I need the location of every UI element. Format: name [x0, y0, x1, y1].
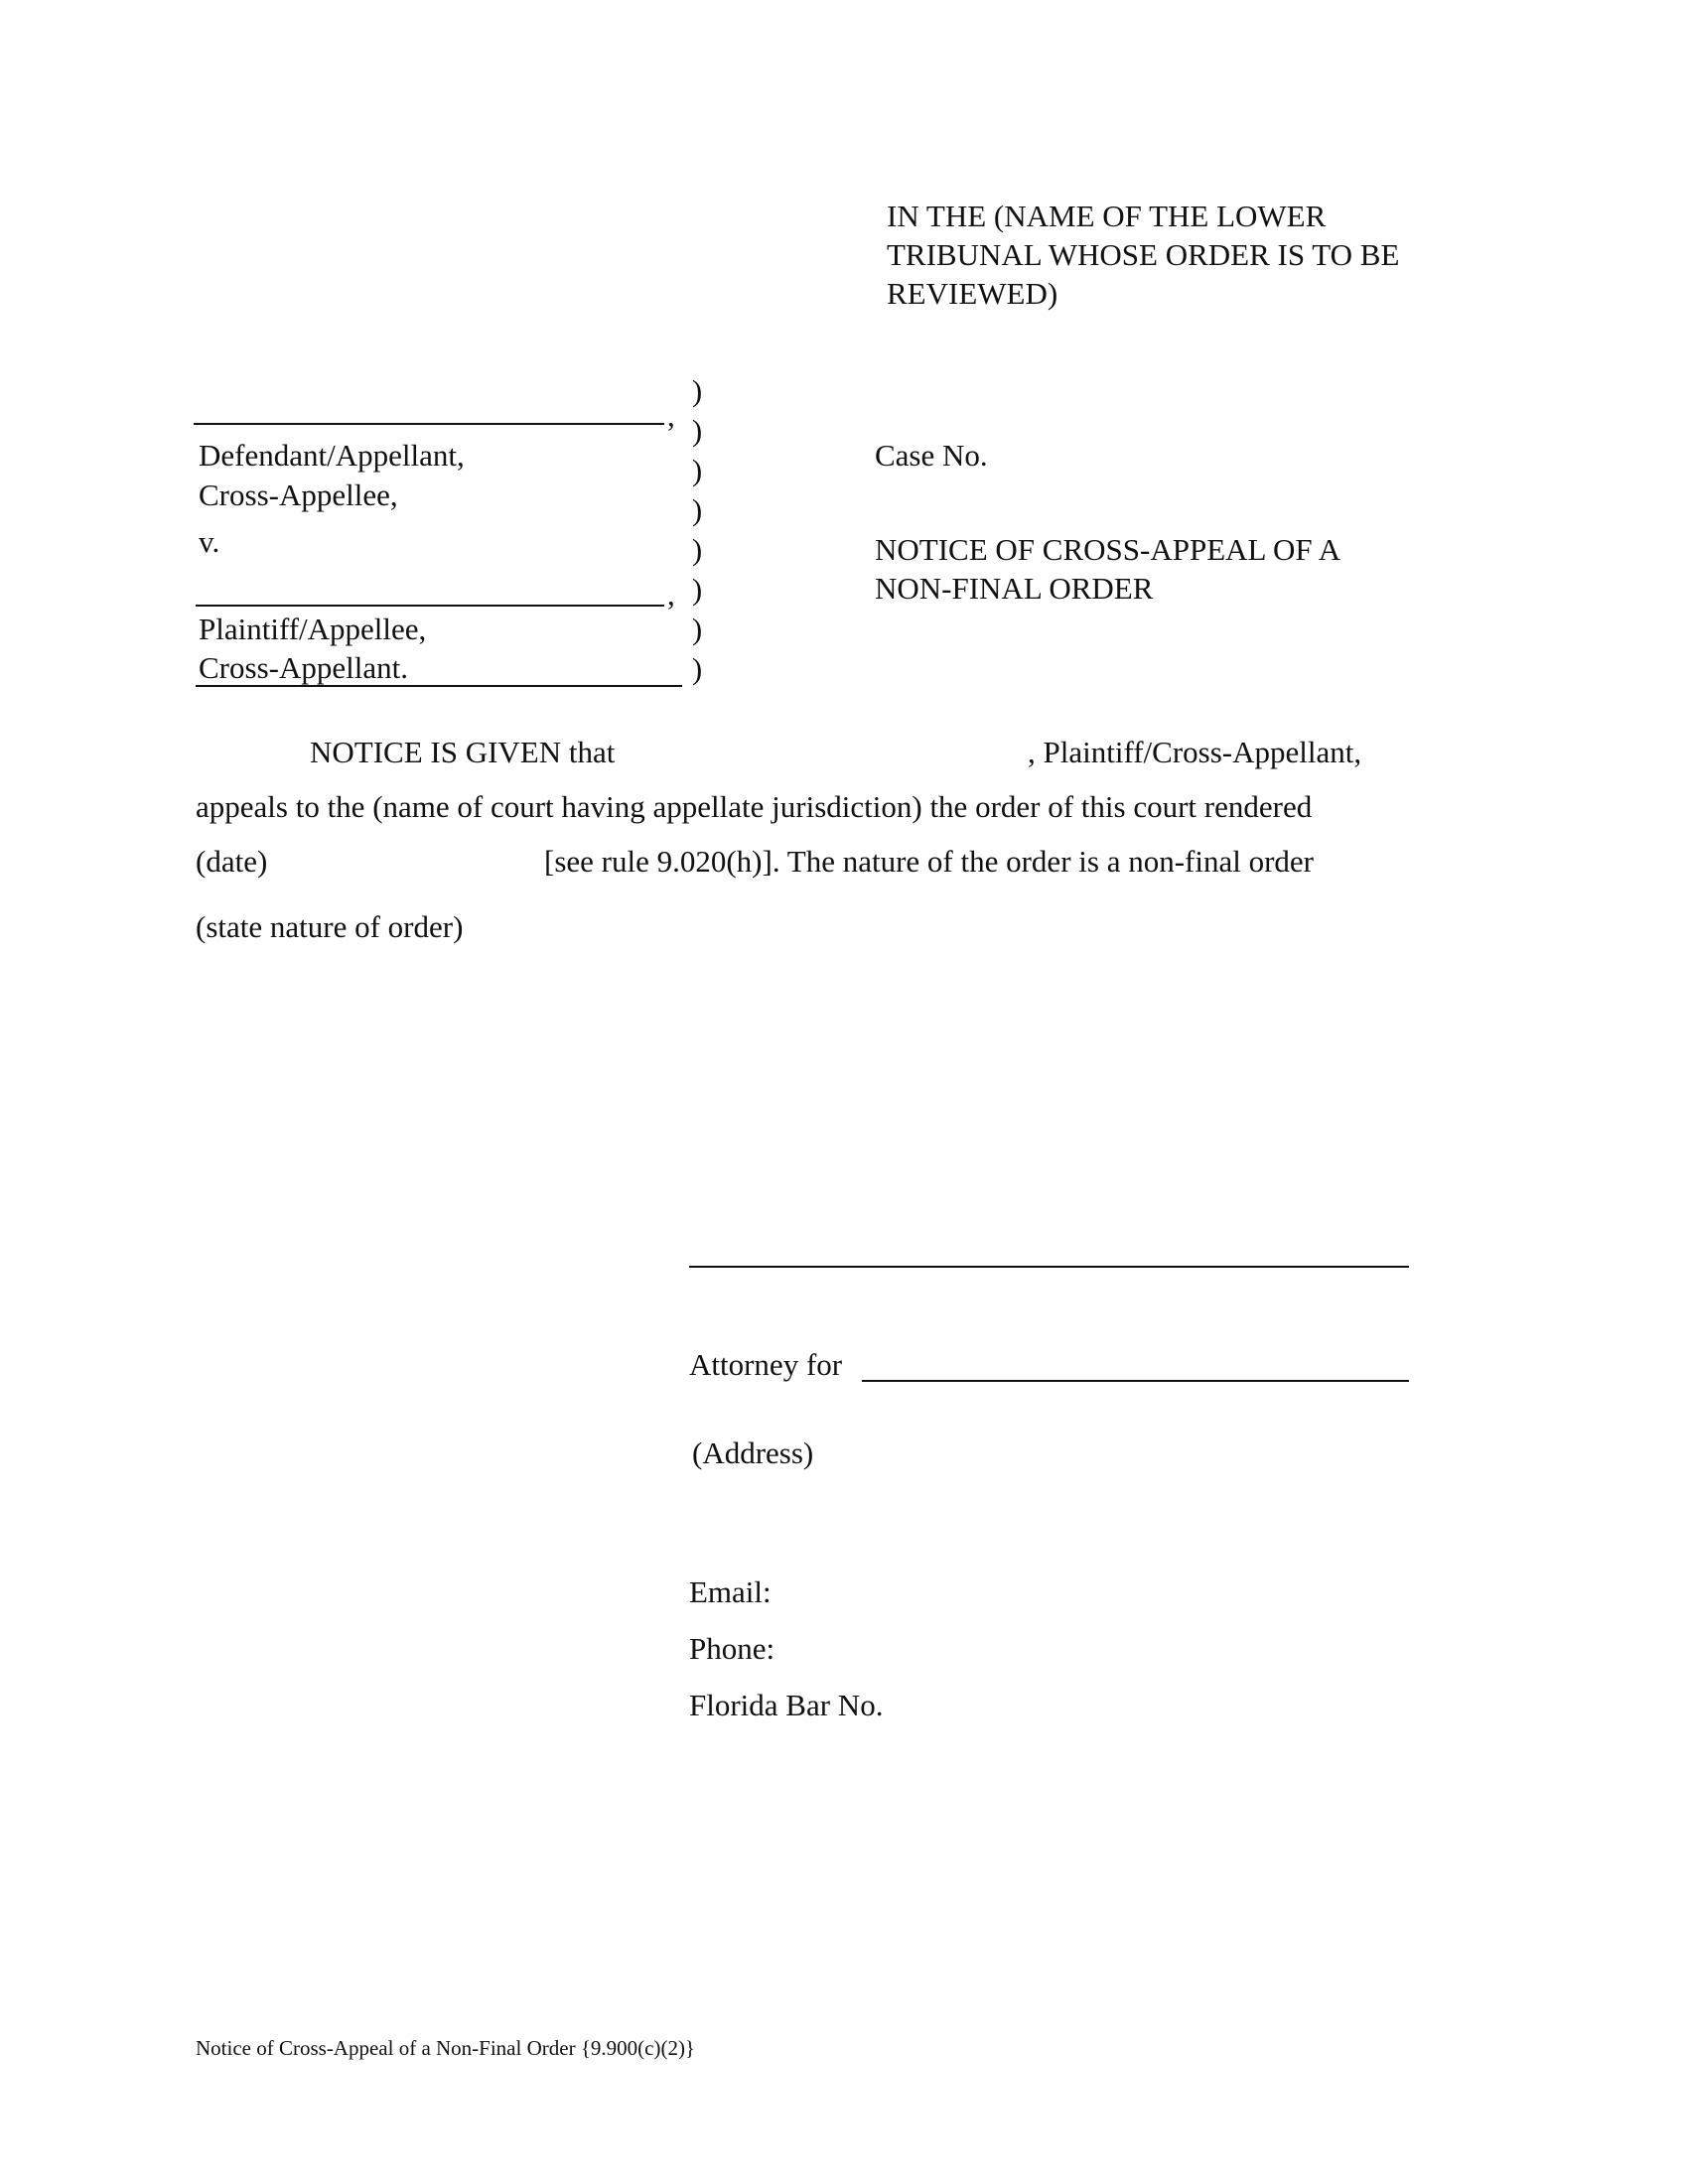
page-footer: Notice of Cross-Appeal of a Non-Final Order {9.900(c)(2)} — [196, 2036, 696, 2060]
versus: v. — [199, 524, 220, 559]
court-heading-line-3: REVIEWED) — [887, 276, 1058, 311]
body-line-1-start: NOTICE IS GIVEN that — [310, 735, 616, 769]
florida-bar-label: Florida Bar No. — [689, 1688, 884, 1722]
body-line-2: appeals to the (name of court having appellate jurisdiction) the order of this court rendered — [196, 789, 1313, 824]
defendant-role-line-1: Defendant/Appellant, — [199, 438, 465, 473]
caption-paren: ) — [691, 373, 703, 408]
attorney-for-label: Attorney for — [689, 1347, 843, 1382]
caption-paren: ) — [691, 651, 703, 686]
plaintiff-role-line-1: Plaintiff/Appellee, — [199, 612, 427, 646]
court-heading-line-2: TRIBUNAL WHOSE ORDER IS TO BE — [887, 237, 1400, 272]
caption-paren: ) — [691, 612, 703, 646]
caption-paren: ) — [691, 532, 703, 567]
attorney-for-blank[interactable] — [862, 1380, 1409, 1382]
document-title-line-1: NOTICE OF CROSS-APPEAL OF A — [875, 532, 1341, 567]
document-title-line-2: NON-FINAL ORDER — [875, 571, 1154, 606]
caption-bottom-rule — [196, 685, 682, 687]
body-line-3-start: (date) — [196, 844, 268, 879]
caption-paren: ) — [691, 453, 703, 487]
defendant-name-blank[interactable] — [194, 423, 664, 425]
body-line-1-end: , Plaintiff/Cross-Appellant, — [1028, 735, 1362, 769]
plaintiff-name-blank[interactable] — [196, 605, 664, 607]
defendant-role-line-2: Cross-Appellee, — [199, 478, 398, 512]
phone-label: Phone: — [689, 1631, 775, 1666]
email-label: Email: — [689, 1574, 772, 1609]
defendant-comma: , — [667, 398, 675, 433]
body-line-4: (state nature of order) — [196, 909, 464, 944]
caption-paren: ) — [691, 413, 703, 448]
address-label: (Address) — [692, 1435, 814, 1470]
plaintiff-role-line-2: Cross-Appellant. — [199, 650, 408, 685]
case-no-label: Case No. — [875, 438, 988, 473]
plaintiff-comma: , — [667, 577, 675, 612]
signature-line[interactable] — [689, 1266, 1409, 1268]
body-line-3-end: [see rule 9.020(h)]. The nature of the order is a non-final order — [544, 844, 1314, 879]
caption-paren: ) — [691, 492, 703, 527]
caption-paren: ) — [691, 572, 703, 607]
court-heading-line-1: IN THE (NAME OF THE LOWER — [887, 199, 1327, 233]
